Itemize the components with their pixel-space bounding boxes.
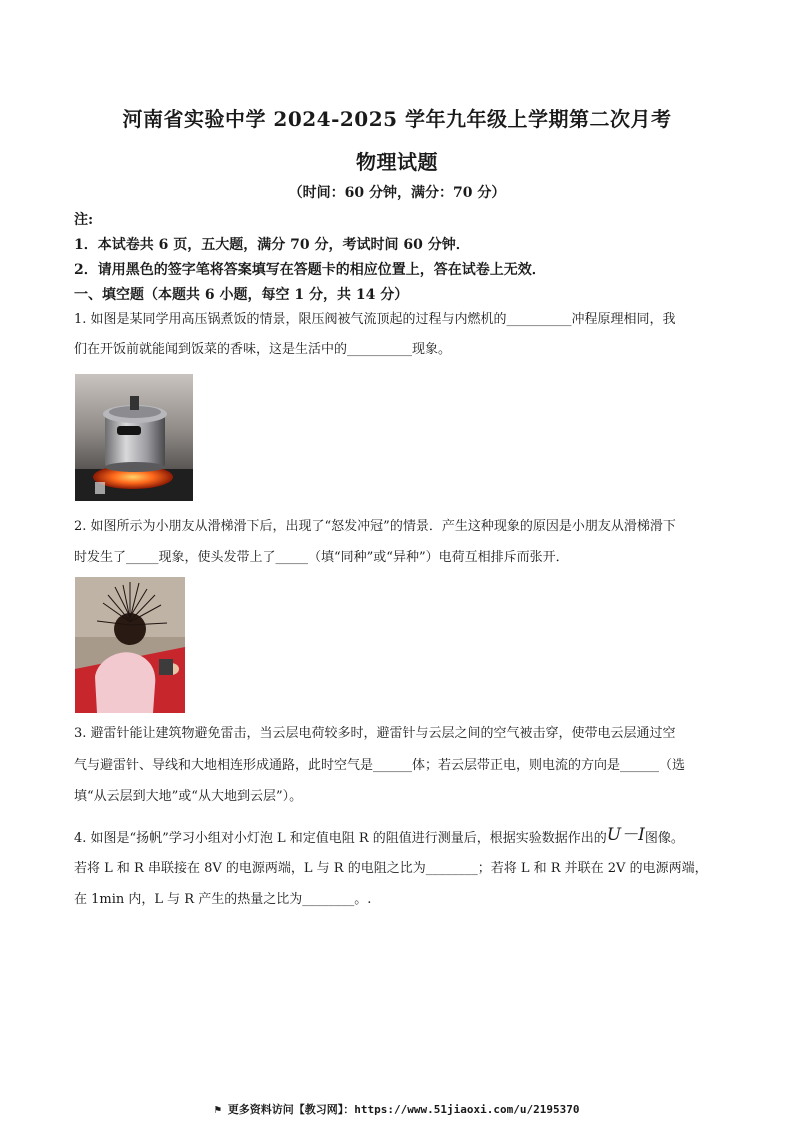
q1-line-1: 1. 如图是某同学用高压锅煮饭的情景，限压阀被气流顶起的过程与内燃机的__________冲程原理相同，我 <box>74 312 676 327</box>
q3-line-3: 填“从云层到大地”或“从大地到云层”）。 <box>74 789 303 804</box>
exam-meta: （时间：60 分钟，满分：70 分） <box>288 185 506 201</box>
flag-icon: ⚑ <box>214 1103 228 1116</box>
q4-line-2: 若将 L 和 R 串联接在 8V 的电源两端，L 与 R 的电阻之比为________；若将 L 和 R 并联在 2V 的电源两端， <box>74 861 708 876</box>
child-hair-static-image <box>75 577 185 713</box>
footer-text[interactable]: 更多资料访问【教习网】：https://www.51jiaoxi.com/u/2195370 <box>227 1103 580 1116</box>
note-item-1: 1．本试卷共 6 页，五大题，满分 70 分，考试时间 60 分钟． <box>74 237 470 253</box>
exam-subtitle: 物理试题 <box>356 150 438 174</box>
section-heading: 一、填空题（本题共 6 小题，每空 1 分，共 14 分） <box>74 287 409 303</box>
q4-line-3: 在 1min 内，L 与 R 产生的热量之比为________。. <box>74 892 372 907</box>
q4-line-1-tail: 图像。 <box>644 831 684 846</box>
footer-link[interactable] <box>0 1101 794 1117</box>
note-item-2: 2．请用黑色的签字笔将答案填写在答题卡的相应位置上，答在试卷上无效． <box>74 262 546 278</box>
q3-line-1: 3. 避雷针能让建筑物避免雷击，当云层电荷较多时，避雷针与云层之间的空气被击穿，使带电云层通过空 <box>74 726 676 741</box>
q2-line-2: 时发生了_____现象，使头发带上了_____（填“同种”或“异种”）电荷互相排斥而张开． <box>74 550 569 565</box>
q2-line-1: 2. 如图所示为小朋友从滑梯滑下后，出现了“怒发冲冠”的情景．产生这种现象的原因是小朋友从滑梯滑下 <box>74 519 676 534</box>
q4-line-1 <box>74 825 720 846</box>
pressure-cooker-image <box>75 374 193 501</box>
q4-ui-formula: U－I <box>606 825 645 845</box>
notes-label: 注: <box>74 212 94 228</box>
exam-title: 河南省实验中学 2024-2025 学年九年级上学期第二次月考 <box>122 107 672 131</box>
q3-line-2: 气与避雷针、导线和大地相连形成通路，此时空气是______体；若云层带正电，则电流的方向是______（选 <box>74 758 686 773</box>
q1-line-2: 们在开饭前就能闻到饭菜的香味，这是生活中的__________现象。 <box>74 342 452 357</box>
q4-line-1-text: 4. 如图是“扬帆”学习小组对小灯泡 L 和定值电阻 R 的阻值进行测量后，根据实验数据作出的 <box>74 831 607 846</box>
